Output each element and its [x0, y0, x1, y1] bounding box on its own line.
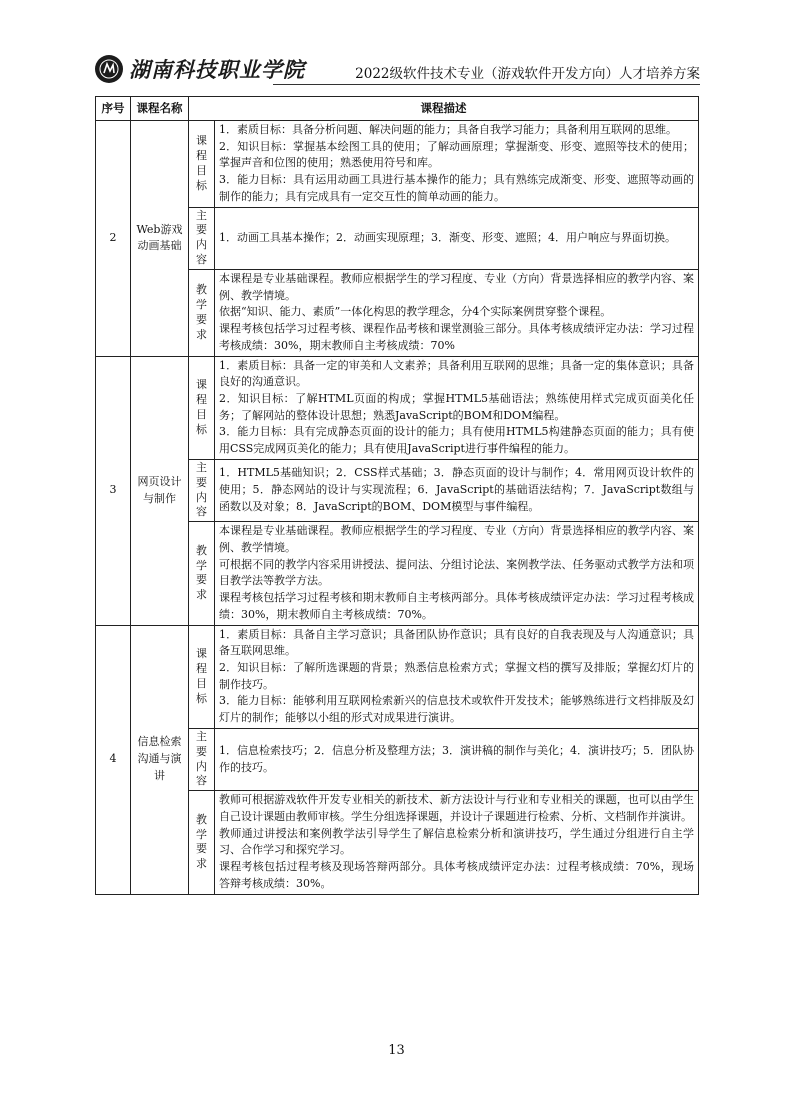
description-paragraph: 教师可根据游戏软件开发专业相关的新技术、新方法设计与行业和专业相关的课题，也可以由学生自己设计课题由教师审核。学生分组选择课题，并设计子课题进行检索、分析、文档制作并演讲。	[219, 793, 694, 823]
document-title: 2022级软件技术专业（游戏软件开发方向）人才培养方案	[355, 66, 700, 82]
teaching-requirement-text	[215, 791, 699, 894]
description-paragraph: 1．素质目标：具备分析问题、解决问题的能力；具备自我学习能力；具备利用互联网的思维。	[219, 123, 677, 136]
description-paragraph: 1．素质目标：具备一定的审美和人文素养；具备利用互联网的思维；具备一定的集体意识；具备良好的沟通意识。	[219, 358, 694, 389]
course-goal-label: 课程目标	[189, 356, 215, 459]
description-paragraph: 2．知识目标：了解HTML页面的构成；掌握HTML5基础语法；熟练使用样式完成页面美化任务；了解网站的整体设计思想；熟悉JavaScript的BOM和DOM编程。	[219, 392, 694, 422]
course-number: 2	[96, 121, 131, 357]
header-course-description: 课程描述	[189, 97, 699, 121]
description-paragraph: 课程考核包括学习过程考核和期末教师自主考核两部分。具体考核成绩评定办法：学习过程考核成绩：30%，期末教师自主考核成绩：70%。	[219, 591, 694, 621]
teaching-requirement-text	[215, 522, 699, 625]
teaching-requirement-text	[215, 269, 699, 356]
description-paragraph: 课程考核包括学习过程考核、课程作品考核和课堂测验三部分。具体考核成绩评定办法：学习过程考核成绩：30%，期末教师自主考核成绩：70%	[219, 322, 694, 352]
main-content-label: 主要内容	[189, 207, 215, 269]
teaching-requirement-label: 教学要求	[189, 791, 215, 894]
description-paragraph: 教师通过讲授法和案例教学法引导学生了解信息检索分析和演讲技巧，学生通过分组进行自主学习、合作学习和探究学习。	[219, 826, 694, 857]
header-number: 序号	[96, 97, 131, 121]
main-content-label: 主要内容	[189, 459, 215, 521]
description-paragraph: 1．信息检索技巧；2．信息分析及整理方法；3．演讲稿的制作与美化；4．演讲技巧；5．团队协作的技巧。	[219, 743, 694, 774]
description-paragraph: 3．能力目标：具有运用动画工具进行基本操作的能力；具有熟练完成渐变、形变、遮照等动画的制作的能力；具有完成具有一定交互性的简单动画的能力。	[219, 173, 694, 203]
course-number: 3	[96, 356, 131, 625]
description-paragraph: 3．能力目标：具有完成静态页面的设计的能力；具有使用HTML5构建静态页面的能力；具有使用CSS完成网页美化的能力；具有使用JavaScript进行事件编程的能力。	[219, 425, 694, 456]
description-paragraph: 2．知识目标：掌握基本绘图工具的使用；了解动画原理；掌握渐变、形变、遮照等技术的使用；掌握声音和位图的使用；熟悉使用符号和库。	[219, 139, 694, 170]
page-header	[95, 54, 700, 88]
description-paragraph: 本课程是专业基础课程。教师应根据学生的学习程度、专业（方向）背景选择相应的教学内容、案例、教学情境。	[219, 271, 694, 302]
table-row	[96, 625, 699, 728]
description-paragraph: 1．素质目标：具备自主学习意识；具备团队协作意识；具有良好的自我表现及与人沟通意识；具备互联网思维。	[219, 627, 694, 658]
table-header-row	[96, 97, 699, 121]
course-goal-text	[215, 121, 699, 208]
course-goal-label: 课程目标	[189, 121, 215, 208]
school-seal-icon	[95, 55, 123, 83]
course-name: Web游戏动画基础	[131, 121, 189, 357]
description-paragraph: 1．动画工具基本操作；2．动画实现原理；3．渐变、形变、遮照；4．用户响应与界面切换。	[219, 230, 676, 244]
description-paragraph: 3．能力目标：能够利用互联网检索新兴的信息技术或软件开发技术；能够熟练进行文档排版及幻灯片的制作；能够以小组的形式对成果进行演讲。	[219, 694, 694, 725]
page-number: 13	[388, 1043, 405, 1058]
description-paragraph: 本课程是专业基础课程。教师应根据学生的学习程度、专业（方向）背景选择相应的教学内容、案例、教学情境。	[219, 524, 694, 554]
table-row	[96, 121, 699, 208]
description-paragraph: 可根据不同的教学内容采用讲授法、提问法、分组讨论法、案例教学法、任务驱动式教学方法和项目教学法等教学方法。	[219, 557, 694, 588]
description-paragraph: 课程考核包括过程考核及现场答辩两部分。具体考核成绩评定办法：过程考核成绩：70%，现场答辩考核成绩：30%。	[219, 860, 694, 890]
course-goal-text	[215, 625, 699, 728]
course-goal-text	[215, 356, 699, 459]
description-paragraph: 2．知识目标：了解所选课题的背景；熟悉信息检索方式；掌握文档的撰写及排版；掌握幻灯片的制作技巧。	[219, 661, 694, 691]
teaching-requirement-label: 教学要求	[189, 522, 215, 625]
header-course-name: 课程名称	[131, 97, 189, 121]
table-row	[96, 356, 699, 459]
course-name: 信息检索沟通与演讲	[131, 625, 189, 894]
school-name: 湖南科技职业学院	[129, 57, 305, 82]
description-paragraph: 依据“知识、能力、素质”一体化构思的教学理念，分4个实际案例贯穿整个课程。	[219, 305, 612, 319]
course-goal-label: 课程目标	[189, 625, 215, 728]
description-paragraph: 1．HTML5基础知识；2．CSS样式基础；3．静态页面的设计与制作；4．常用网页设计软件的使用；5．静态网站的设计与实现流程；6．JavaScript的基础语法结构；7．JavaScript数组与函数以及对象；8．JavaScript的BOM、DOM模型与事件编程。	[219, 466, 694, 513]
main-content-label: 主要内容	[189, 728, 215, 790]
curriculum-table	[95, 96, 699, 895]
course-number: 4	[96, 625, 131, 894]
school-logo	[95, 54, 305, 84]
teaching-requirement-label: 教学要求	[189, 269, 215, 356]
main-content-text	[215, 207, 699, 269]
header-divider	[273, 84, 700, 85]
main-content-text	[215, 728, 699, 790]
course-name: 网页设计与制作	[131, 356, 189, 625]
main-content-text	[215, 459, 699, 521]
